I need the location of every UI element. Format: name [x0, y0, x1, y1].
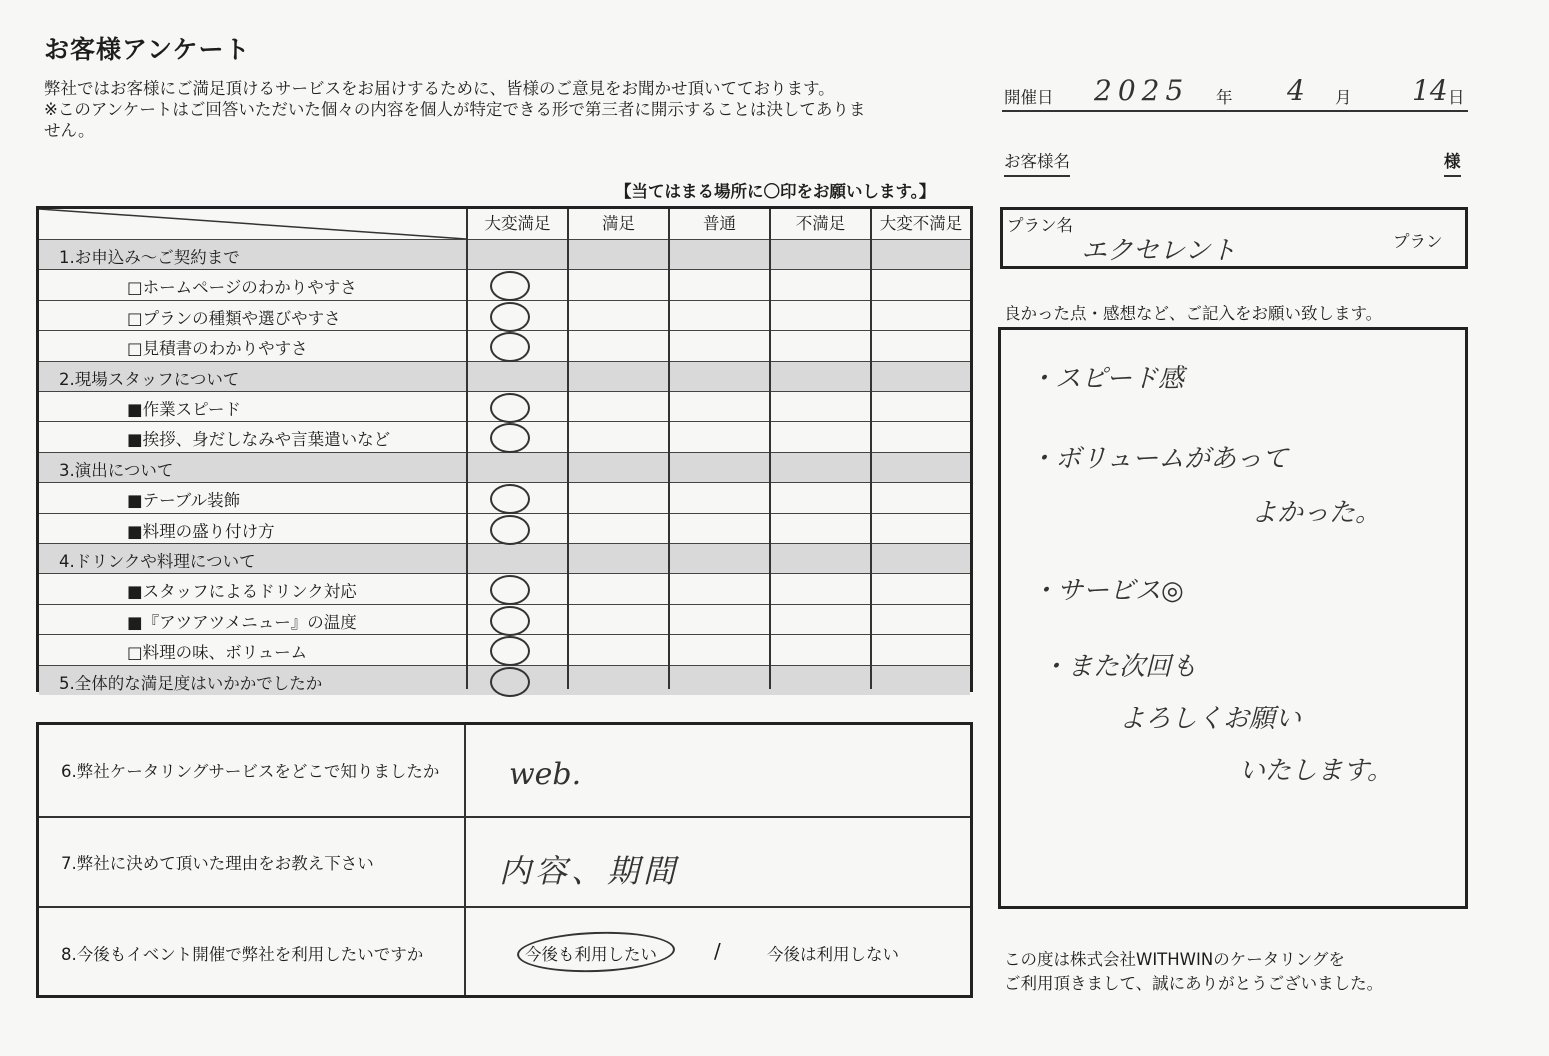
rating-cell[interactable]: [466, 513, 567, 543]
comments-box[interactable]: [998, 327, 1468, 909]
rating-cell[interactable]: [466, 482, 567, 512]
rating-cell[interactable]: [466, 391, 567, 421]
question-6-label: 6.弊社ケータリングサービスをどこで知りましたか: [61, 762, 440, 781]
rating-cell[interactable]: [668, 330, 769, 360]
rating-cell[interactable]: [466, 665, 567, 695]
plan-box[interactable]: [1000, 207, 1468, 269]
comment-line: ・サービス◎: [1031, 576, 1184, 606]
comment-line: ・また次回も: [1041, 652, 1198, 682]
rating-section-row: [39, 361, 970, 391]
rating-cell[interactable]: [668, 269, 769, 299]
thanks-line-1: この度は株式会社WITHWINのケータリングを: [1004, 950, 1345, 969]
event-date-label: 開催日: [1004, 88, 1054, 107]
question-7-answer[interactable]: 内容、期間: [499, 852, 680, 890]
rating-cell[interactable]: [668, 573, 769, 603]
item-label: ■挨拶、身だしなみや言葉遣いなど: [127, 430, 391, 450]
item-label: ■作業スピード: [127, 400, 241, 419]
option-yes[interactable]: 今後も利用したい: [525, 945, 657, 964]
rating-cell[interactable]: [769, 269, 870, 299]
rating-cell[interactable]: [769, 573, 870, 603]
rating-cell[interactable]: [769, 482, 870, 512]
rating-cell[interactable]: [567, 513, 668, 543]
rating-cell[interactable]: [466, 421, 567, 451]
rating-cell[interactable]: [769, 391, 870, 421]
rating-column-header: 不満足: [769, 209, 870, 239]
event-day: 14: [1412, 74, 1448, 107]
rating-cell[interactable]: [466, 330, 567, 360]
item-label: ■『アツアツメニュー』の温度: [127, 612, 357, 632]
rating-cell[interactable]: [769, 421, 870, 451]
rating-cell[interactable]: [870, 421, 971, 451]
rating-cell[interactable]: [466, 573, 567, 603]
rating-cell[interactable]: [567, 421, 668, 451]
section-label: 5.全体的な満足度はいかかでしたか: [59, 673, 323, 693]
item-label: ■スタッフによるドリンク対応: [127, 582, 357, 602]
rating-cell[interactable]: [870, 513, 971, 543]
rating-cell[interactable]: [769, 634, 870, 664]
rating-cell[interactable]: [870, 634, 971, 664]
rating-cell[interactable]: [870, 330, 971, 360]
rating-cell[interactable]: [668, 513, 769, 543]
question-table: [36, 722, 973, 998]
rating-cell[interactable]: [567, 391, 668, 421]
event-day-unit: 日: [1448, 88, 1465, 107]
item-label: □見積書のわかりやすさ: [127, 339, 308, 359]
rating-cell[interactable]: [870, 482, 971, 512]
item-label: □プランの種類や選びやすさ: [127, 308, 341, 328]
survey-title: お客様アンケート: [44, 35, 251, 64]
rating-table: [36, 206, 973, 692]
rating-cell[interactable]: [769, 300, 870, 330]
survey-intro: [44, 78, 974, 141]
option-no[interactable]: 今後は利用しない: [767, 945, 899, 964]
rating-cell[interactable]: [567, 269, 668, 299]
rating-cell[interactable]: [567, 300, 668, 330]
header-diagonal: [39, 209, 466, 239]
circle-instruction: 【当てはまる場所に〇印をお願いします。】: [615, 182, 936, 201]
rating-cell[interactable]: [769, 604, 870, 634]
event-year: 2025: [1094, 74, 1190, 107]
thank-you-message: [1004, 948, 1383, 996]
rating-cell[interactable]: [466, 300, 567, 330]
rating-cell[interactable]: [668, 634, 769, 664]
rating-cell[interactable]: [769, 513, 870, 543]
rating-cell[interactable]: [567, 604, 668, 634]
question-6-row: [39, 725, 970, 816]
rating-cell[interactable]: [870, 269, 971, 299]
comment-line: よろしくお願い: [1119, 704, 1302, 734]
rating-section-row: [39, 239, 970, 269]
customer-name-label: お客様名: [1004, 148, 1070, 177]
rating-cell[interactable]: [466, 604, 567, 634]
item-label: ■料理の盛り付け方: [127, 521, 275, 541]
customer-name-field[interactable]: [1002, 146, 1468, 180]
comment-line: ・ボリュームがあって: [1029, 444, 1288, 474]
question-8-label: 8.今後もイベント開催で弊社を利用したいですか: [61, 945, 424, 964]
plan-value: エクセレント: [1081, 236, 1237, 266]
rating-cell[interactable]: [466, 634, 567, 664]
rating-cell[interactable]: [870, 300, 971, 330]
plan-suffix: プラン: [1393, 232, 1443, 251]
rating-cell[interactable]: [567, 330, 668, 360]
rating-cell[interactable]: [870, 604, 971, 634]
rating-cell[interactable]: [668, 300, 769, 330]
rating-cell[interactable]: [567, 665, 668, 695]
section-label: 1.お申込み～ご契約まで: [59, 248, 240, 267]
rating-cell[interactable]: [466, 269, 567, 299]
comments-prompt: 良かった点・感想など、ご記入をお願い致します。: [1004, 304, 1383, 323]
rating-cell[interactable]: [870, 391, 971, 421]
rating-section-row: [39, 452, 970, 482]
section-label: 2.現場スタッフについて: [59, 369, 240, 389]
rating-cell[interactable]: [567, 573, 668, 603]
section-label: 4.ドリンクや料理について: [59, 552, 256, 571]
intro-line-1: 弊社ではお客様にご満足頂けるサービスをお届けするために、皆様のご意見をお聞かせ頂いてております。: [44, 79, 835, 98]
question-8-row: [39, 906, 970, 995]
thanks-line-2: ご利用頂きまして、誠にありがとうございました。: [1004, 974, 1384, 993]
rating-cell[interactable]: [870, 665, 971, 695]
rating-cell[interactable]: [769, 665, 870, 695]
item-label: □料理の味、ボリューム: [127, 643, 308, 663]
plan-label: プラン名: [1007, 216, 1073, 235]
rating-section-row: [39, 543, 970, 573]
event-date-field[interactable]: [1002, 74, 1468, 112]
event-month-unit: 月: [1335, 88, 1352, 107]
section-label: 3.演出について: [59, 460, 174, 480]
rating-cell[interactable]: [668, 482, 769, 512]
option-separator: /: [714, 939, 721, 963]
rating-cell[interactable]: [668, 604, 769, 634]
rating-column-header: 普通: [668, 209, 769, 239]
question-7-row: [39, 816, 970, 906]
rating-cell[interactable]: [668, 421, 769, 451]
rating-cell[interactable]: [769, 330, 870, 360]
event-month: 4: [1287, 74, 1305, 107]
comment-line: よかった。: [1251, 498, 1382, 528]
rating-column-header: 満足: [567, 209, 668, 239]
rating-cell[interactable]: [668, 391, 769, 421]
question-7-label: 7.弊社に決めて頂いた理由をお教え下さい: [61, 854, 374, 873]
rating-cell[interactable]: [668, 665, 769, 695]
event-year-unit: 年: [1216, 88, 1233, 107]
intro-line-3: せん。: [44, 121, 95, 140]
comment-line: ・スピード感: [1029, 364, 1184, 394]
rating-column-header: 大変不満足: [870, 209, 970, 239]
rating-cell[interactable]: [870, 573, 971, 603]
item-label: □ホームページのわかりやすさ: [127, 278, 357, 298]
comment-line: いたします。: [1239, 756, 1393, 786]
honorific: 様: [1444, 148, 1461, 177]
rating-cell[interactable]: [567, 634, 668, 664]
intro-line-2: ※このアンケートはご回答いただいた個々の内容を個人が特定できる形で第三者に開示することは決してありま: [44, 100, 866, 119]
item-label: ■テーブル装飾: [127, 491, 241, 511]
rating-cell[interactable]: [567, 482, 668, 512]
question-6-answer[interactable]: web.: [509, 757, 582, 792]
rating-column-header: 大変満足: [466, 209, 567, 239]
